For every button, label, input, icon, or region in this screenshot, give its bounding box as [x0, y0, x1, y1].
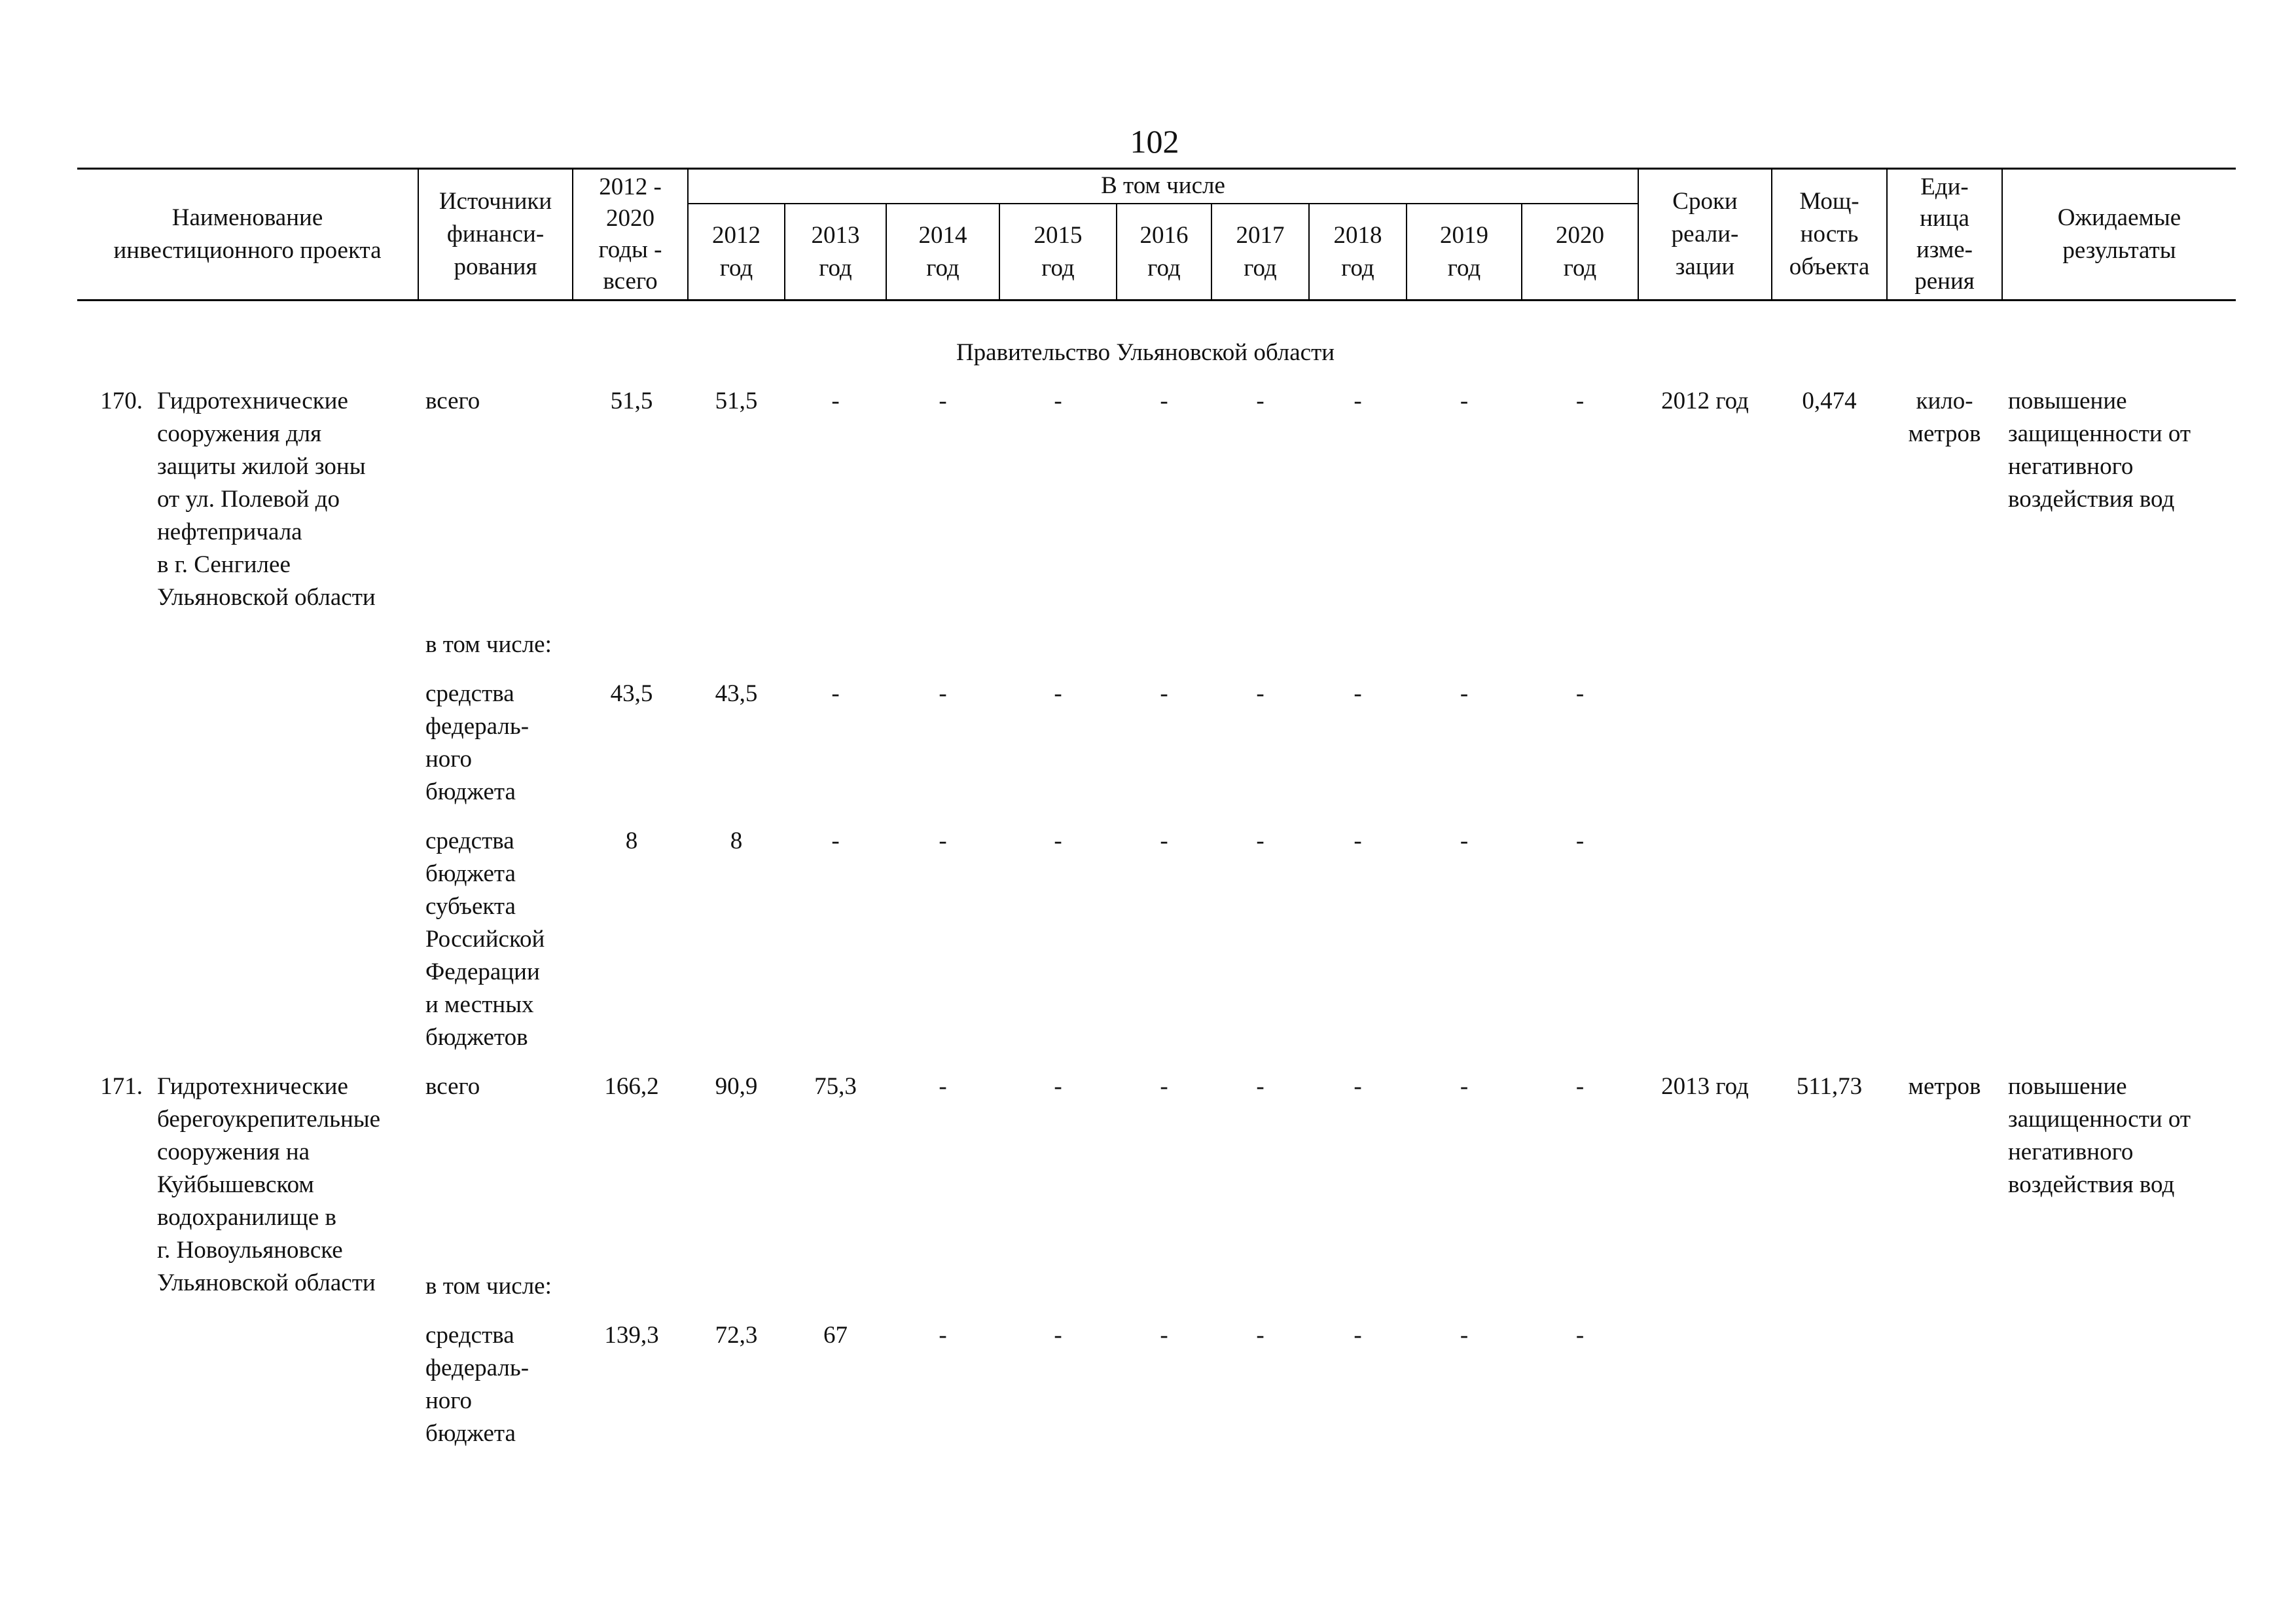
year-value: - [1256, 680, 1265, 707]
header-funding-source: Источники финанси- рования [439, 187, 552, 280]
year-value: - [1054, 828, 1062, 854]
year-value: - [1054, 1322, 1062, 1349]
project-name: Гидротехнические сооружения для защиты жилой зоны от ул. Полевой до нефтепричала в г. Сенгилее Ульяновской области [157, 388, 376, 611]
year-value: - [939, 680, 947, 707]
funding-source: всего [425, 1073, 480, 1100]
year-value: - [1575, 680, 1585, 707]
year-value: - [1256, 388, 1265, 414]
total-value: 8 [625, 828, 638, 854]
year-value: - [1460, 1073, 1469, 1100]
total-value: 51,5 [610, 388, 653, 414]
header-year-2016: 2016 год [1139, 221, 1189, 282]
funding-source: средства федераль- ного бюджета [425, 680, 529, 805]
header-group-label: В том числе [1101, 172, 1225, 199]
header-terms: Сроки реали- зации [1671, 187, 1739, 280]
header-total: 2012 - 2020 годы - всего [598, 173, 662, 295]
project-name: Гидротехнические берегоукрепительные сооружения на Куйбышевском водохранилище в г. Новоульяновске Ульяновской области [157, 1073, 381, 1296]
year-value: - [1354, 1322, 1362, 1349]
total-value: 166,2 [604, 1073, 659, 1100]
year-value: 67 [823, 1322, 848, 1349]
year-value: - [1460, 680, 1469, 707]
funding-source: всего [425, 388, 480, 414]
object-capacity: 0,474 [1802, 388, 1857, 414]
year-value: - [1575, 828, 1585, 854]
year-value: - [1575, 1322, 1585, 1349]
header-bottom-rule [77, 299, 2236, 301]
total-value: 139,3 [604, 1322, 659, 1349]
year-value: - [1575, 388, 1585, 414]
year-value: 75,3 [814, 1073, 857, 1100]
header-year-2018: 2018 год [1333, 221, 1382, 282]
year-value: - [939, 1322, 947, 1349]
year-value: 51,5 [715, 388, 758, 414]
year-value: - [1460, 828, 1469, 854]
year-value: - [1354, 680, 1362, 707]
year-value: - [1256, 1322, 1265, 1349]
year-value: - [1054, 680, 1062, 707]
year-value: - [1256, 828, 1265, 854]
implementation-term: 2012 год [1661, 388, 1749, 414]
year-value: - [1460, 388, 1469, 414]
year-value: - [1054, 1073, 1062, 1100]
year-value: - [831, 828, 840, 854]
measurement-unit: метров [1908, 1073, 1981, 1100]
header-year-2013: 2013 год [811, 221, 860, 282]
year-value: - [1354, 828, 1362, 854]
section-title: Правительство Ульяновской области [956, 339, 1335, 366]
funding-source: средства федераль- ного бюджета [425, 1322, 529, 1447]
implementation-term: 2013 год [1661, 1073, 1749, 1100]
project-number: 170. [100, 388, 143, 414]
year-value: 72,3 [715, 1322, 758, 1349]
year-value: - [1256, 1073, 1265, 1100]
expected-result: повышение защищенности от негативного воздействия вод [2008, 1073, 2191, 1198]
header-project-name: Наименование инвестиционного проекта [113, 204, 382, 264]
including-label: в том числе: [425, 1273, 552, 1300]
page-number: 102 [1130, 123, 1179, 160]
year-value: - [1575, 1073, 1585, 1100]
header-year-2012: 2012 год [712, 221, 761, 282]
header-capacity: Мощ- ность объекта [1789, 187, 1870, 280]
year-value: - [1160, 1073, 1168, 1100]
year-value: - [1160, 388, 1168, 414]
year-value: - [1160, 828, 1168, 854]
year-value: - [939, 1073, 947, 1100]
header-year-2020: 2020 год [1556, 221, 1604, 282]
year-value: - [1160, 1322, 1168, 1349]
total-value: 43,5 [610, 680, 653, 707]
year-value: - [1354, 1073, 1362, 1100]
year-value: 8 [730, 828, 743, 854]
header-year-2019: 2019 год [1440, 221, 1488, 282]
header-year-2015: 2015 год [1033, 221, 1083, 282]
measurement-unit: кило- метров [1908, 388, 1981, 447]
object-capacity: 511,73 [1796, 1073, 1863, 1100]
expected-result: повышение защищенности от негативного воздействия вод [2008, 388, 2191, 513]
year-value: - [939, 388, 947, 414]
including-label: в том числе: [425, 631, 552, 658]
header-year-2017: 2017 год [1236, 221, 1285, 282]
header-unit: Еди- ница изме- рения [1914, 173, 1975, 295]
header-year-2014: 2014 год [918, 221, 967, 282]
year-value: - [1354, 388, 1362, 414]
year-value: - [939, 828, 947, 854]
year-value: - [831, 388, 840, 414]
year-value: 43,5 [715, 680, 758, 707]
year-value: - [1160, 680, 1168, 707]
year-value: - [831, 680, 840, 707]
project-number: 171. [100, 1073, 143, 1100]
year-value: 90,9 [715, 1073, 758, 1100]
header-expected-results: Ожидаемые результаты [2057, 204, 2181, 264]
funding-source: средства бюджета субъекта Российской Федерации и местных бюджетов [425, 828, 545, 1051]
year-value: - [1460, 1322, 1469, 1349]
year-value: - [1054, 388, 1062, 414]
